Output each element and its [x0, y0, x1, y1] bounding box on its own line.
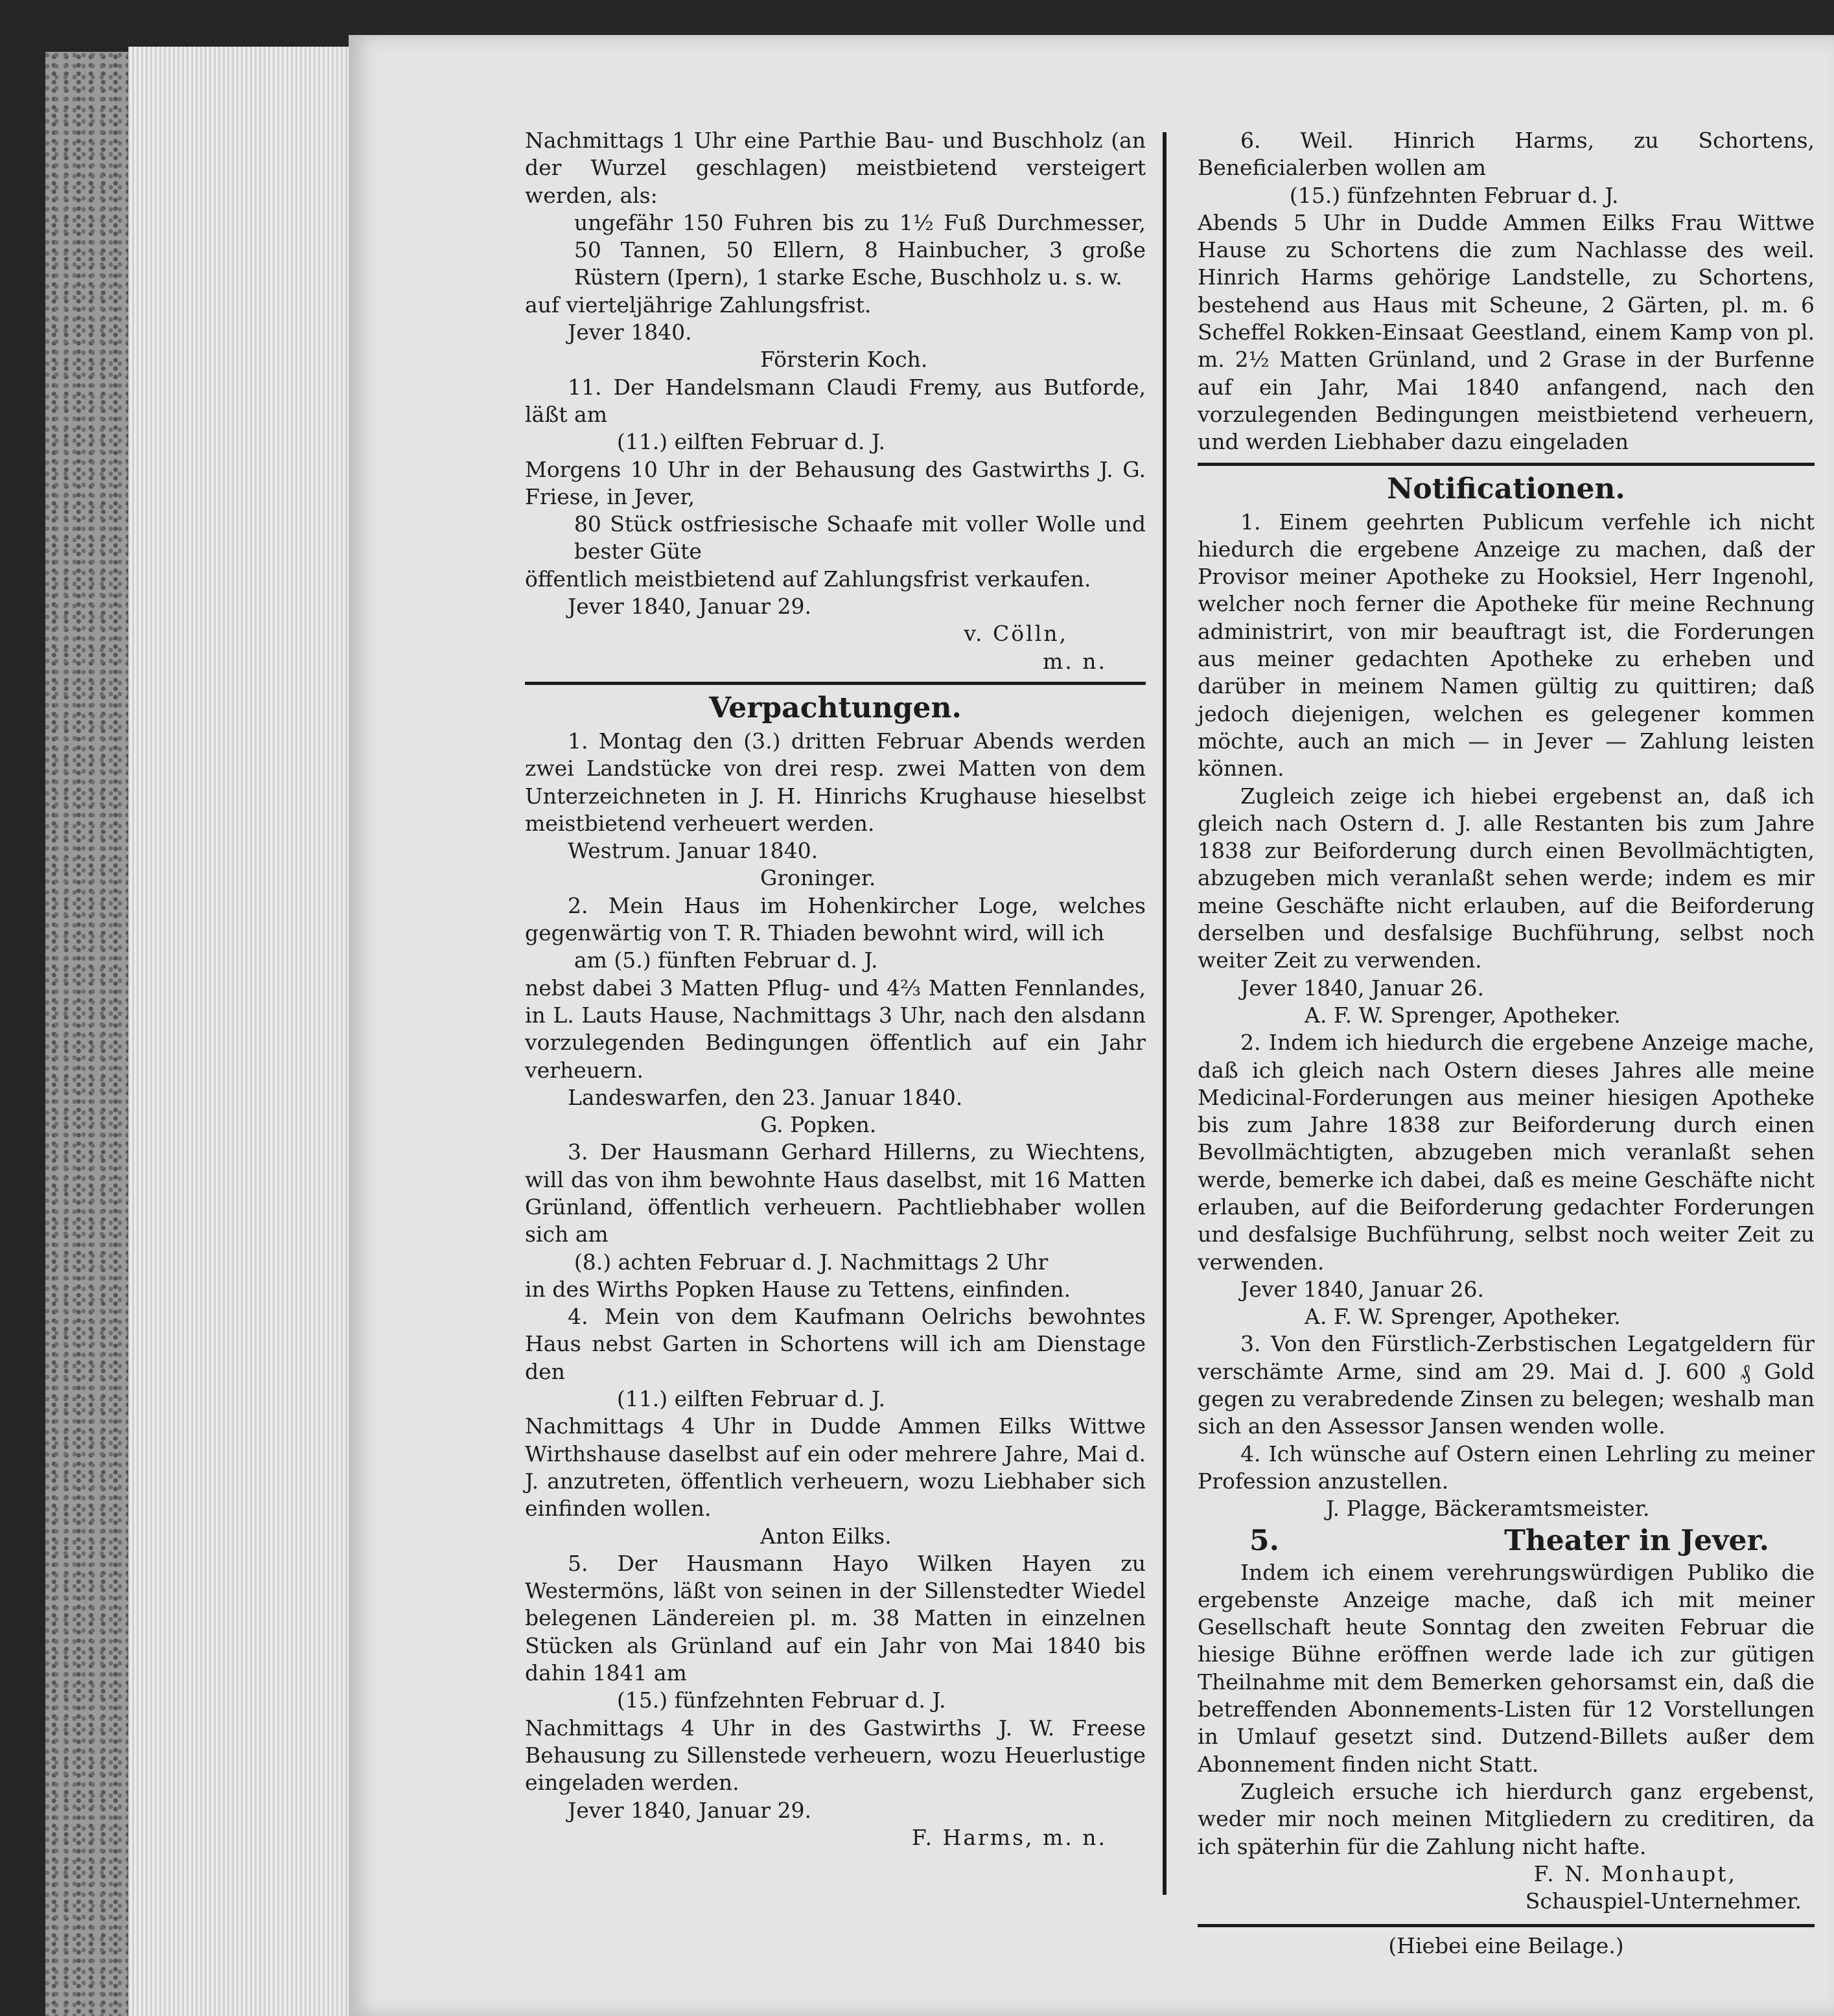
lease-4-date: (11.) eilften Februar d. J.	[616, 1386, 885, 1412]
notice-2-signature: A. F. W. Sprenger, Apotheker.	[1305, 1304, 1621, 1330]
theater-signature-1: F. N. Monhaupt,	[1533, 1860, 1737, 1886]
lease-6-text: 6. Weil. Hinrich Harms, zu Schortens, Beneficialerben wollen am	[1198, 128, 1815, 181]
newspaper-page	[349, 35, 1834, 2016]
lease-2-date: am (5.) fünften Februar d. J.	[574, 947, 878, 973]
item11-date: (11.) eilften Februar d. J.	[616, 429, 885, 455]
column-divider	[1163, 132, 1167, 1895]
lease-1-dateline: Westrum. Januar 1840.	[568, 838, 818, 864]
lease-3-rest: in des Wirths Popken Hause zu Tettens, einfinden.	[525, 1276, 1071, 1302]
theater-text: Indem ich einem verehrungswürdigen Publiko die ergebenste Anzeige mache, daß ich mit meiner Gesellschaft heute Sonntag den zweiten Februar die hiesige Bühne eröffnen werde lade ich zur gütigen Theilnahme mit dem Bemerken gehorsamst ein, daß die betreffenden Abonnements-Listen für 12 Vorstellungen in Umlauf gesetzt sind. Dutzend-Billets außer dem Abonnement finden nicht Statt.	[1198, 1559, 1815, 1777]
notice-3-text: 3. Von den Fürstlich-Zerbstischen Legatgeldern für verschämte Arme, sind am 29. Mai d. J. 600 ₰ Gold gegen zu verabredende Zinsen zu belegen; weshalb man sich an den Assessor Jansen wenden wolle.	[1198, 1331, 1815, 1439]
lease-5-signature: F. Harms, m. n.	[911, 1824, 1107, 1850]
notice-2-dateline: Jever 1840, Januar 26.	[1240, 1276, 1484, 1302]
item11-signature-2: m. n.	[1042, 648, 1107, 674]
section-heading-notificationen: Notificationen.	[1387, 472, 1625, 505]
item11-goods: 80 Stück ostfriesische Schaafe mit voller Wolle und bester Güte	[574, 511, 1146, 564]
notice-1-text: 1. Einem geehrten Publicum verfehle ich nicht hiedurch die ergebene Anzeige zu machen, daß der Provisor meiner Apotheke zu Hooksiel, Herr Ingenohl, welcher noch ferner die Apotheke für meine Rechnung administrirt, von mir beauftragt ist, die Forderungen aus meiner gedachten Apotheke zu erheben und darüber in meinem Namen gültig zu quittiren; daß jedoch diejenigen, welchen es gelegener kommen möchte, auch an mich — in Jever — Zahlung leisten können.	[1198, 509, 1815, 782]
notice-1-signature: A. F. W. Sprenger, Apotheker.	[1305, 1002, 1621, 1028]
lease-1-signature: Groninger.	[760, 865, 876, 891]
lease-1-text: 1. Montag den (3.) dritten Februar Abends werden zwei Landstücke von drei resp. zwei Matten von dem Unterzeichneten in J. H. Hinrichs Krughause hieselbst meistbietend verheuert werden.	[525, 728, 1146, 836]
item11-signature-1: v. Cölln,	[964, 621, 1068, 647]
intro-items: ungefähr 150 Fuhren bis zu 1½ Fuß Durchmesser, 50 Tannen, 50 Ellern, 8 Hainbucher, 3 große Rüstern (Ipern), 1 starke Esche, Buschholz u. s. w.	[574, 209, 1146, 290]
theater-signature-2: Schauspiel-Unternehmer.	[1525, 1888, 1802, 1914]
lease-5-dateline: Jever 1840, Januar 29.	[568, 1797, 811, 1823]
right-column	[1198, 127, 1815, 1960]
section-rule	[525, 682, 1146, 685]
theater-more: Zugleich ersuche ich hierdurch ganz ergebenst, weder mir noch meinen Mitgliedern zu creditiren, da ich späterhin für die Zahlung nicht hafte.	[1198, 1778, 1815, 1859]
lease-3-text: 3. Der Hausmann Gerhard Hillerns, zu Wiechtens, will das von ihm bewohnte Haus daselbst, mit 16 Matten Grünland, öffentlich verheuern. Pachtliebhaber wollen sich am	[525, 1139, 1146, 1247]
item11-text: 11. Der Handelsmann Claudi Fremy, aus Butforde, läßt am	[525, 374, 1146, 427]
intro-paragraph: Nachmittags 1 Uhr eine Parthie Bau- und Buschholz (an der Wurzel geschlagen) meistbietend versteigert werden, als:	[525, 128, 1146, 208]
lease-4-rest: Nachmittags 4 Uhr in Dudde Ammen Eilks Wittwe Wirthshause daselbst auf ein oder mehrere Jahre, Mai d. J. anzutreten, öffentlich verheuern, wozu Liebhaber sich einfinden wollen.	[525, 1413, 1146, 1522]
closing-rule	[1198, 1924, 1815, 1927]
page-edges	[128, 47, 349, 2016]
lease-2-text: 2. Mein Haus im Hohenkircher Loge, welches gegenwärtig von T. R. Thiaden bewohnt wird, will ich	[525, 892, 1146, 946]
lease-6-date: (15.) fünfzehnten Februar d. J.	[1289, 182, 1619, 208]
supplement-note: (Hiebei eine Beilage.)	[1388, 1933, 1624, 1959]
lease-5-rest: Nachmittags 4 Uhr in des Gastwirths J. W. Freese Behausung zu Sillenstede verheuern, wozu Heuerlustige eingeladen werden.	[525, 1715, 1146, 1796]
lease-5-text: 5. Der Hausmann Hayo Wilken Hayen zu Westermöns, läßt von seinen in der Sillenstedter Wiedel belegenen Ländereien pl. m. 38 Matten in einzelnen Stücken als Grünland auf ein Jahr von Mai 1840 bis dahin 1841 am	[525, 1550, 1146, 1686]
lease-4-signature: Anton Eilks.	[760, 1523, 892, 1549]
item11-terms: öffentlich meistbietend auf Zahlungsfrist verkaufen.	[525, 566, 1091, 592]
theater-title: Theater in Jever.	[1504, 1524, 1769, 1557]
left-column	[525, 127, 1146, 1851]
intro-terms: auf vierteljährige Zahlungsfrist.	[525, 292, 872, 318]
notice-4-signature: J. Plagge, Bäckeramtsmeister.	[1326, 1496, 1650, 1522]
book-spine	[45, 52, 128, 2016]
notice-1-dateline: Jever 1840, Januar 26.	[1240, 975, 1484, 1001]
item11-place: Morgens 10 Uhr in der Behausung des Gastwirths J. G. Friese, in Jever,	[525, 456, 1146, 509]
item11-dateline: Jever 1840, Januar 29.	[568, 594, 811, 620]
notice-2-text: 2. Indem ich hiedurch die ergebene Anzeige mache, daß ich gleich nach Ostern dieses Jahres alle meine Medicinal-Forderungen aus meiner hiesigen Apotheke bis zum Jahre 1838 zur Beiforderung durch einen Bevollmächtigten, abzugeben mich veranlaßt sehen werde, bemerke ich dabei, daß es meine Geschäfte nicht erlauben, auf die Beiforderung gedachter Forderungen und desfalsige Buchführung, selbst noch weiter Zeit zu verwenden.	[1198, 1030, 1815, 1275]
lease-5-date: (15.) fünfzehnten Februar d. J.	[616, 1687, 946, 1713]
theater-number: 5.	[1249, 1524, 1279, 1557]
theater-heading	[1198, 1523, 1815, 1559]
lease-2-rest: nebst dabei 3 Matten Pflug- und 4⅔ Matten Fennlandes, in L. Lauts Hause, Nachmittags 3 Uhr, nach den alsdann vorzulegenden Bedingungen öffentlich auf ein Jahr verheuern.	[525, 975, 1146, 1083]
lease-4-text: 4. Mein von dem Kaufmann Oelrichs bewohntes Haus nebst Garten in Schortens will ich am Dienstage den	[525, 1304, 1146, 1384]
lease-2-dateline: Landeswarfen, den 23. Januar 1840.	[568, 1084, 963, 1110]
lease-6-rest: Abends 5 Uhr in Dudde Ammen Eilks Frau Wittwe Hause zu Schortens die zum Nachlasse des weil. Hinrich Harms gehörige Landstelle, zu Schortens, bestehend aus Haus mit Scheune, 2 Gärten, pl. m. 6 Scheffel Rokken-Einsaat Geestland, einem Kamp von pl. m. 2½ Matten Grünland, und 2 Grase in der Burfenne auf ein Jahr, Mai 1840 anfangend, nach den vorzulegenden Bedingungen meistbietend verheuern, und werden Liebhaber dazu eingeladen	[1198, 209, 1815, 455]
intro-signature: Försterin Koch.	[760, 347, 928, 373]
lease-3-date: (8.) achten Februar d. J. Nachmittags 2 Uhr	[574, 1249, 1049, 1275]
section-heading-verpachtungen: Verpachtungen.	[709, 691, 962, 724]
notice-4-text: 4. Ich wünsche auf Ostern einen Lehrling zu meiner Profession anzustellen.	[1198, 1441, 1815, 1494]
notice-1-more: Zugleich zeige ich hiebei ergebenst an, daß ich gleich nach Ostern d. J. alle Restanten bis zum Jahre 1838 zur Beiforderung durch einen Bevollmächtigten, abzugeben mich veranlaßt sehen werde; indem es mir meine Geschäfte nicht erlauben, auf die Beiforderung derselben und desfalsige Buchführung, selbst noch weiter Zeit zu verwenden.	[1198, 783, 1815, 973]
section-rule	[1198, 463, 1815, 466]
lease-2-signature: G. Popken.	[760, 1112, 877, 1138]
intro-dateline: Jever 1840.	[568, 319, 692, 345]
